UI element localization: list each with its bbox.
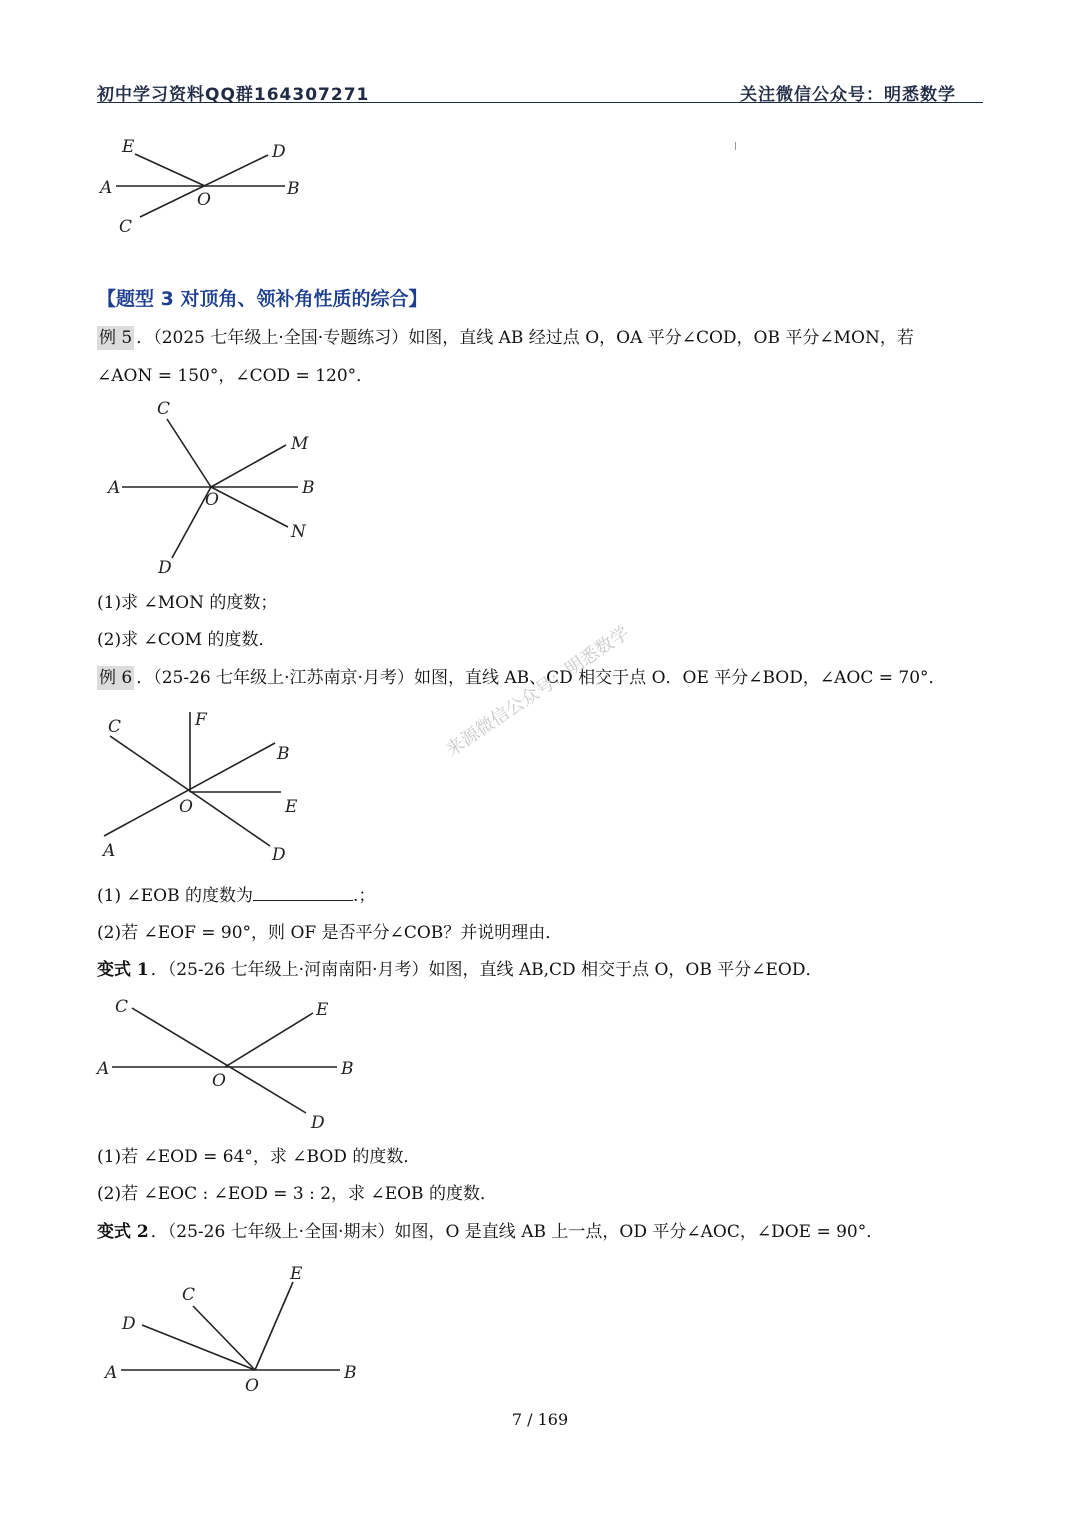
var2-tag: 变式 2	[97, 1222, 149, 1242]
ex6-text: ．（25-26 七年级上·江苏南京·月考）如图，直线 AB、CD 相交于点 O．OE 平分∠BOD，∠AOC = 70°．	[136, 668, 946, 688]
label-M: M	[291, 434, 309, 454]
label-O: O	[205, 490, 219, 510]
label-O: O	[245, 1376, 259, 1396]
label-D: D	[122, 1314, 136, 1334]
label-B: B	[277, 744, 290, 764]
header-group-info: 初中学习资料QQ群164307271	[97, 85, 370, 105]
label-B: B	[287, 179, 300, 199]
label-O: O	[212, 1071, 226, 1091]
ex5-statement-line2: ∠AON = 150°，∠COD = 120°．	[97, 366, 374, 386]
label-C: C	[182, 1285, 196, 1305]
label-E: E	[316, 1000, 329, 1020]
line-OC	[193, 1306, 255, 1370]
label-E: E	[285, 797, 298, 817]
var2-text: ．（25-26 七年级上·全国·期末）如图，O 是直线 AB 上一点，OD 平分∠AOC，∠DOE = 90°．	[150, 1222, 884, 1242]
ex5-text: ．（2025 七年级上·全国·专题练习）如图，直线 AB 经过点 O，OA 平分∠COD，OB 平分∠MON，若	[136, 328, 914, 348]
label-B: B	[341, 1059, 354, 1079]
label-B: B	[344, 1363, 357, 1383]
header-wechat-info: 关注微信公众号：明悉数学	[740, 85, 956, 105]
line-OD	[142, 1325, 255, 1370]
ex6-q1-text: (1) ∠EOB 的度数为	[97, 886, 253, 906]
watermark: 来源微信公众号：明悉数学	[442, 622, 634, 761]
var1-tag: 变式 1	[97, 960, 149, 980]
label-O: O	[197, 190, 211, 210]
label-A: A	[108, 478, 121, 498]
ex5-question-2: (2)求 ∠COM 的度数．	[97, 630, 276, 650]
label-D: D	[272, 845, 286, 865]
label-E: E	[290, 1264, 303, 1284]
page-number: 7 / 169	[511, 1410, 569, 1429]
label-F: F	[195, 710, 207, 730]
label-A: A	[100, 178, 113, 198]
label-D: D	[272, 142, 286, 162]
label-C: C	[157, 399, 171, 419]
line-OE	[255, 1282, 293, 1370]
ex6-q1-tail: .；	[352, 886, 376, 906]
label-N: N	[291, 522, 306, 542]
label-C: C	[119, 217, 133, 237]
label-E: E	[122, 137, 135, 157]
label-O: O	[179, 797, 193, 817]
label-B: B	[302, 478, 315, 498]
ex6-tag: 例 6	[99, 668, 133, 688]
label-C: C	[108, 717, 122, 737]
ex5-tag: 例 5	[99, 328, 133, 348]
var1-question-2: (2)若 ∠EOC : ∠EOD = 3 : 2，求 ∠EOB 的度数．	[97, 1184, 497, 1204]
ex6-question-2: (2)若 ∠EOF = 90°，则 OF 是否平分∠COB？并说明理由．	[97, 923, 563, 943]
section-title: 【题型 3 对顶角、领补角性质的综合】	[97, 288, 428, 310]
label-A: A	[105, 1363, 118, 1383]
var1-question-1: (1)若 ∠EOD = 64°，求 ∠BOD 的度数．	[97, 1147, 421, 1167]
label-D: D	[311, 1113, 325, 1133]
ex5-question-1: (1)求 ∠MON 的度数；	[97, 593, 278, 613]
label-D: D	[158, 558, 172, 578]
label-A: A	[103, 841, 116, 861]
label-A: A	[97, 1059, 110, 1079]
var1-text: ．（25-26 七年级上·河南南阳·月考）如图，直线 AB,CD 相交于点 O，OB 平分∠EOD．	[150, 960, 823, 980]
label-C: C	[115, 997, 129, 1017]
